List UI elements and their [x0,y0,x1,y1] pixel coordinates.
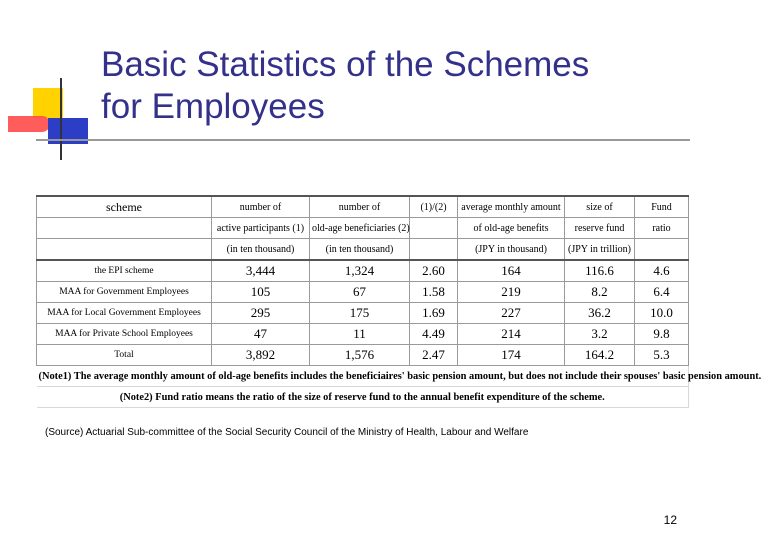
table-cell: 2.60 [410,260,458,282]
source-citation: (Source) Actuarial Sub-committee of the Social Security Council of the Ministry of Health, Labour and Welfare [45,427,529,438]
header-row-3 [37,239,689,261]
table-cell: 8.2 [565,282,635,303]
table-cell: 175 [310,303,410,324]
header-cell: average monthly amount [458,196,565,218]
title-underline [36,139,690,141]
scheme-name-cell: MAA for Private School Employees [37,324,212,345]
table-cell: 1.58 [410,282,458,303]
header-row-2 [37,218,689,239]
table-cell: 10.0 [635,303,689,324]
logo-vertical-line [60,78,62,160]
table-cell: 47 [212,324,310,345]
table-row [37,282,689,303]
table-cell: 1,324 [310,260,410,282]
logo-red-bar [8,116,50,132]
table-row [37,260,689,282]
header-cell: size of [565,196,635,218]
header-cell: (in ten thousand) [310,239,410,261]
note-row [37,366,689,387]
header-cell: (1)/(2) [410,196,458,218]
note-1: (Note1) The average monthly amount of old-age benefits includes the beneficiaires' basic pension amount, but does not include their spouses' basic pension amount. [37,366,689,387]
table-row-total [37,345,689,366]
header-cell: number of [212,196,310,218]
header-cell: (JPY in trillion) [565,239,635,261]
header-cell: ratio [635,218,689,239]
slide-title [101,44,701,128]
scheme-name-cell: MAA for Government Employees [37,282,212,303]
table-cell: 36.2 [565,303,635,324]
header-cell [410,218,458,239]
table-cell: 11 [310,324,410,345]
table-cell: 227 [458,303,565,324]
header-cell: (in ten thousand) [212,239,310,261]
table-cell: 2.47 [410,345,458,366]
scheme-name-cell: MAA for Local Government Employees [37,303,212,324]
header-cell: (JPY in thousand) [458,239,565,261]
table-cell: 5.3 [635,345,689,366]
slide-title-line1: Basic Statistics of the Schemes [101,45,590,84]
header-cell [37,218,212,239]
header-cell: number of [310,196,410,218]
header-cell: old-age beneficiaries (2) [310,218,410,239]
header-cell: active participants (1) [212,218,310,239]
table-cell: 1.69 [410,303,458,324]
table-cell: 6.4 [635,282,689,303]
note-2: (Note2) Fund ratio means the ratio of the size of reserve fund to the annual benefit expenditure of the scheme. [37,387,689,408]
header-row-1 [37,196,689,218]
table-cell: 9.8 [635,324,689,345]
logo-yellow-square [33,88,63,118]
table-cell: 3.2 [565,324,635,345]
header-cell: of old-age benefits [458,218,565,239]
table-row [37,324,689,345]
header-cell: scheme [37,196,212,218]
table-cell: 164.2 [565,345,635,366]
table-cell: 3,444 [212,260,310,282]
table-cell: 219 [458,282,565,303]
table-cell: 1,576 [310,345,410,366]
table-cell: 4.6 [635,260,689,282]
table-cell: 67 [310,282,410,303]
header-cell: reserve fund [565,218,635,239]
table-cell: 105 [212,282,310,303]
header-cell: Fund [635,196,689,218]
table-row [37,303,689,324]
header-cell [37,239,212,261]
table-cell: 4.49 [410,324,458,345]
page-number: 12 [663,513,677,527]
table-cell: 295 [212,303,310,324]
scheme-name-cell: Total [37,345,212,366]
table-cell: 3,892 [212,345,310,366]
table-cell: 214 [458,324,565,345]
slide-title-line2: for Employees [101,87,325,126]
table-cell: 174 [458,345,565,366]
statistics-table [36,195,761,408]
header-cell [410,239,458,261]
note-row [37,387,689,408]
header-cell [635,239,689,261]
table-cell: 116.6 [565,260,635,282]
scheme-name-cell: the EPI scheme [37,260,212,282]
table-cell: 164 [458,260,565,282]
statistics-table-container [36,195,761,408]
